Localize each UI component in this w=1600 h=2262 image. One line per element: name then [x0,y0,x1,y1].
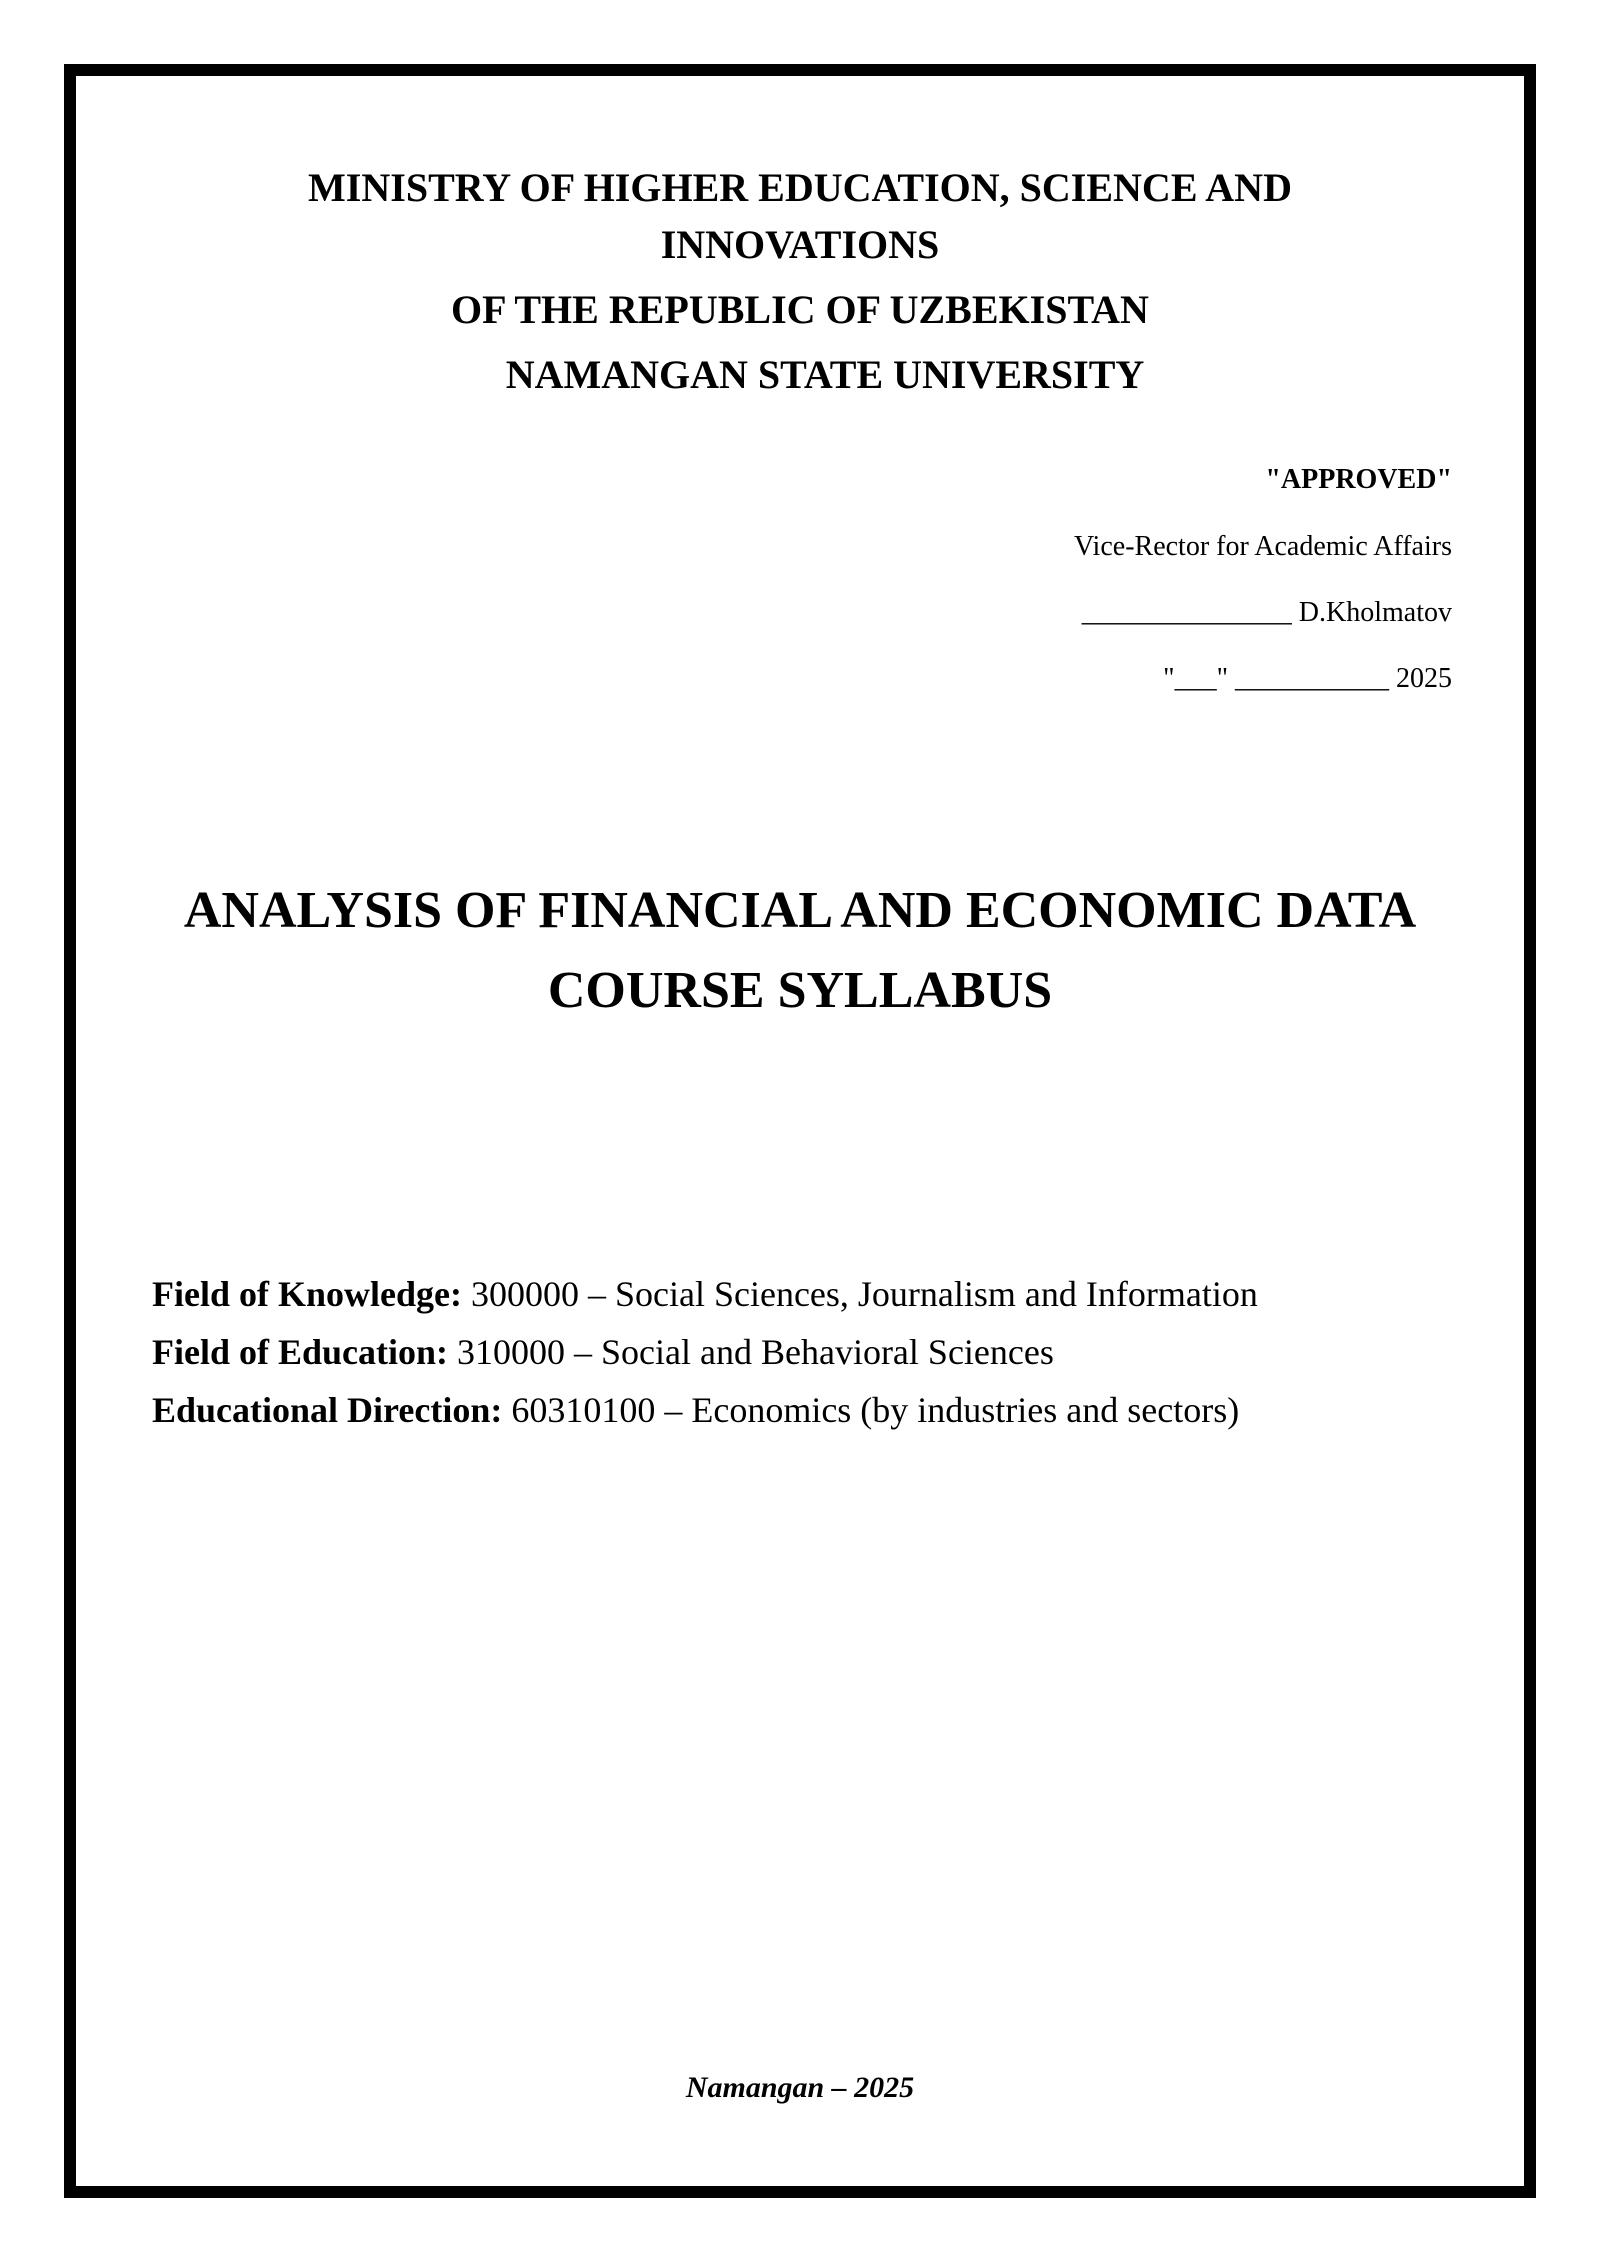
approver-signature-line: _______________ D.Kholmatov [1081,597,1452,628]
course-title: ANALYSIS OF FINANCIAL AND ECONOMIC DATA [183,882,1417,939]
field-of-education-value: 310000 – Social and Behavioral Sciences [448,1332,1054,1372]
field-of-education [152,1334,1054,1370]
field-of-education-label: Field of Education: [152,1332,449,1372]
educational-direction-value: 60310100 – Economics (by industries and sectors) [502,1390,1240,1430]
approver-position: Vice-Rector for Academic Affairs [1074,531,1452,562]
place-and-year: Namangan – 2025 [685,2071,915,2104]
approval-status: "APPROVED" [1265,464,1452,495]
field-of-knowledge [152,1276,1258,1312]
educational-direction [152,1392,1239,1428]
ministry-name-line-1: MINISTRY OF HIGHER EDUCATION, SCIENCE AND [308,165,1292,210]
field-of-knowledge-label: Field of Knowledge: [152,1274,462,1314]
approval-date-line: "___" ___________ 2025 [1163,663,1452,694]
document-type: COURSE SYLLABUS [547,962,1053,1019]
field-of-knowledge-value: 300000 – Social Sciences, Journalism and Information [461,1274,1258,1314]
educational-direction-label: Educational Direction: [152,1390,503,1430]
university-name: NAMANGAN STATE UNIVERSITY [505,352,1145,397]
republic-name: OF THE REPUBLIC OF UZBEKISTAN [451,287,1149,332]
ministry-name-line-2: INNOVATIONS [660,222,940,267]
